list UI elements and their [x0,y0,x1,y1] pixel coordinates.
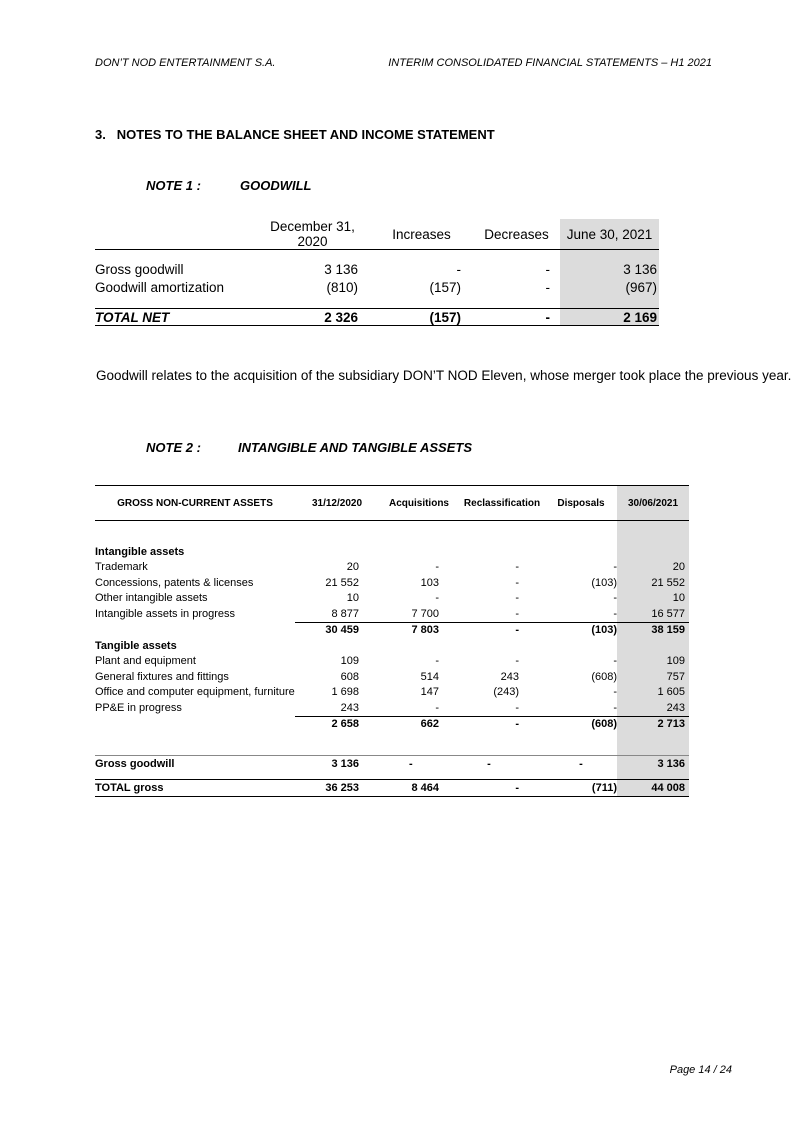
cell-value: 7 700 [411,607,439,620]
cell-value: 20 [346,561,359,574]
cell-value: 2 713 [617,716,689,732]
cell-value: - [613,607,617,620]
subtotal-row [95,716,689,732]
cell-value: 16 577 [617,606,689,622]
assets-col-header: 30/06/2021 [617,486,689,521]
cell-value: - [459,622,545,638]
cell-value: 3 136 [324,261,358,277]
group-heading-row [95,638,689,654]
goodwill-col-header: Increases [370,219,473,250]
assets-col-header: Reclassification [459,486,545,521]
assets-col-header: 31/12/2020 [295,486,379,521]
subtotal-row [95,622,689,638]
table-row [95,260,659,278]
table-row [95,278,659,296]
cell-value: (243) [493,686,519,699]
note2-label: NOTE 2 : [146,440,201,455]
goodwill-header-blank [95,219,255,250]
row-label: Other intangible assets [95,592,208,605]
cell-value: 44 008 [617,780,689,797]
cell-value: - [459,780,545,797]
cell-value: (810) [326,279,358,295]
note1-label: NOTE 1 : [146,178,201,193]
cell-value: - [545,279,550,295]
cell-value: 243 [617,700,689,716]
section-heading [95,127,495,142]
assets-col-header: Disposals [545,486,617,521]
cell-value: 21 552 [325,576,359,589]
goodwill-col-header: December 31, 2020 [255,219,370,250]
cell-value: 2 326 [255,309,370,326]
cell-value: - [515,592,519,605]
table-row [95,591,689,607]
group-heading-row [95,544,689,560]
cell-value: 514 [420,670,439,683]
table-row [95,575,689,591]
cell-value: - [435,701,439,714]
assets-col-header: GROSS NON-CURRENT ASSETS [95,486,295,521]
cell-value: (157) [429,279,461,295]
cell-value: 608 [340,670,359,683]
cell-value: - [459,756,545,773]
cell-value: - [613,655,617,668]
cell-value: 243 [500,670,519,683]
section-number: 3. [95,127,106,142]
cell-value: - [545,756,617,773]
table-row [95,700,689,716]
note2-title: INTANGIBLE AND TANGIBLE ASSETS [238,440,472,455]
cell-value: - [613,686,617,699]
table-row [95,669,689,685]
cell-value: 8 464 [379,780,459,797]
assets-table [95,485,689,797]
goodwill-paragraph: Goodwill relates to the acquisition of the subsidiary DON’T NOD Eleven, whose merger took place the previous year. [96,368,792,383]
section-title: NOTES TO THE BALANCE SHEET AND INCOME STATEMENT [116,127,495,142]
cell-value: 109 [340,655,359,668]
row-label: Trademark [95,561,148,574]
cell-value: 10 [346,592,359,605]
cell-value: 8 877 [331,607,359,620]
cell-value: - [456,261,461,277]
goodwill-table [95,219,659,326]
cell-value: 36 253 [295,780,379,797]
table-row [95,560,689,576]
cell-value: - [613,592,617,605]
cell-value: 1 605 [617,685,689,701]
cell-value: 21 552 [617,575,689,591]
cell-value: - [515,607,519,620]
row-label: PP&E in progress [95,702,182,714]
cell-value: - [435,655,439,668]
cell-value: - [545,261,550,277]
cell-value: - [613,701,617,714]
goodwill-col-header: June 30, 2021 [560,219,659,250]
cell-value: - [515,576,519,589]
row-label: Intangible assets in progress [95,608,236,620]
cell-value: - [435,561,439,574]
cell-value: 10 [617,591,689,607]
cell-value: - [515,655,519,668]
row-label: Gross goodwill [95,261,184,277]
row-label: Concessions, patents & licenses [95,576,254,589]
cell-value: - [459,716,545,732]
total-row [95,780,689,797]
header-document-title: INTERIM CONSOLIDATED FINANCIAL STATEMENTS – H1 2021 [388,57,712,69]
cell-value: 103 [420,576,439,589]
row-label: Plant and equipment [95,655,196,668]
page-number: Page 14 / 24 [669,1064,732,1076]
cell-value: (157) [370,309,473,326]
cell-value: - [435,592,439,605]
row-label: TOTAL NET [95,309,255,326]
cell-value: - [473,309,560,326]
cell-value: 662 [379,716,459,732]
cell-value: (103) [545,622,617,638]
group-heading: Tangible assets [95,639,177,652]
cell-value: 38 159 [617,622,689,638]
cell-value: (608) [591,670,617,683]
row-label [95,622,295,638]
assets-col-header: Acquisitions [379,486,459,521]
row-label: Gross goodwill [95,756,295,773]
cell-value: 147 [420,686,439,699]
row-label: Goodwill amortization [95,279,225,295]
cell-value: - [379,756,459,773]
goodwill-col-header: Decreases [473,219,560,250]
cell-value: (967) [560,278,659,296]
row-label: General fixtures and fittings [95,670,229,683]
cell-value: 20 [617,560,689,576]
cell-value: 2 169 [560,309,659,326]
cell-value: - [515,701,519,714]
cell-value: 3 136 [560,260,659,278]
cell-value: (711) [545,780,617,797]
table-row [95,685,689,701]
cell-value: - [515,561,519,574]
row-label: Office and computer equipment, furniture [95,686,295,699]
cell-value: (608) [545,716,617,732]
table-row [95,654,689,670]
row-label: TOTAL gross [95,780,295,797]
cell-value: 7 803 [379,622,459,638]
cell-value: 2 658 [295,716,379,732]
total-row [95,309,659,326]
table-row [95,606,689,622]
header-company: DON’T NOD ENTERTAINMENT S.A. [95,57,276,69]
cell-value: 3 136 [295,756,379,773]
cell-value: (103) [591,576,617,589]
cell-value: 3 136 [617,756,689,773]
row-label [95,716,295,732]
cell-value: 757 [617,669,689,685]
cell-value: 109 [617,654,689,670]
cell-value: - [613,561,617,574]
group-heading: Intangible assets [95,545,185,558]
goodwill-row [95,756,689,773]
note1-title: GOODWILL [240,178,312,193]
cell-value: 243 [340,701,359,714]
cell-value: 1 698 [331,686,359,699]
cell-value: 30 459 [295,622,379,638]
